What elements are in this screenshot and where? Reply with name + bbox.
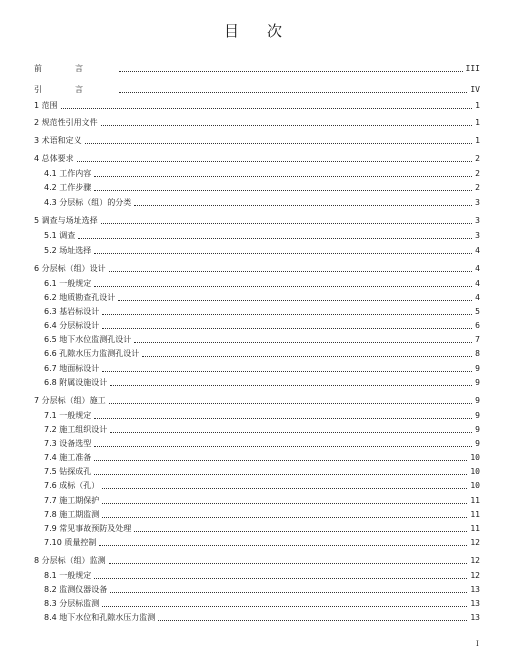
toc-entry-page: 10 — [470, 453, 480, 462]
dot-leader — [61, 100, 473, 109]
toc-entry-page: 12 — [470, 538, 480, 547]
dot-leader — [119, 84, 467, 93]
dot-leader — [78, 230, 472, 239]
toc-entry[interactable] — [34, 494, 480, 506]
dot-leader — [142, 348, 472, 357]
dot-leader — [118, 292, 472, 301]
dot-leader — [110, 584, 467, 593]
dot-leader — [94, 410, 472, 419]
dot-leader — [94, 570, 467, 579]
toc-entry[interactable] — [34, 196, 480, 208]
toc-entry-label: 7.2 施工组织设计 — [44, 425, 108, 434]
toc-entry[interactable] — [34, 333, 480, 345]
page-title: 目次 — [223, 22, 310, 40]
toc-entry-page: 9 — [475, 364, 480, 373]
toc-entry[interactable] — [34, 214, 480, 226]
toc-entry-label: 7.1 一般规定 — [44, 411, 92, 420]
toc-entry-label: 3 术语和定义 — [34, 136, 82, 145]
toc-entry-label: 前言 — [34, 64, 116, 73]
toc-entry-label: 6 分层标（组）设计 — [34, 264, 106, 273]
toc-entry[interactable] — [34, 83, 480, 95]
toc-entry[interactable] — [34, 583, 480, 595]
toc-entry-label: 6.1 一般规定 — [44, 279, 92, 288]
toc-entry-page: 4 — [475, 246, 480, 255]
toc-entry-page: 9 — [475, 439, 480, 448]
toc-entry-page: 5 — [475, 307, 480, 316]
toc-entry-page: IV — [470, 85, 480, 94]
toc-entry-page: 11 — [470, 524, 480, 533]
dot-leader — [134, 523, 467, 532]
toc-entry-page: 4 — [475, 279, 480, 288]
dot-leader — [94, 466, 467, 475]
dot-leader — [134, 334, 472, 343]
dot-leader — [85, 135, 473, 144]
toc-entry-label: 7.10 质量控制 — [44, 538, 97, 547]
toc-entry[interactable] — [34, 99, 480, 111]
toc-entry-label: 8.4 地下水位和孔隙水压力监测 — [44, 613, 156, 622]
toc-entry-page: 10 — [470, 467, 480, 476]
toc-entry-page: 9 — [475, 411, 480, 420]
dot-leader — [101, 215, 473, 224]
toc-entry-label: 7.3 设备选型 — [44, 439, 92, 448]
toc-entry-page: 9 — [475, 425, 480, 434]
toc-entry-label: 7.5 钻探成孔 — [44, 467, 92, 476]
toc-entry-page: 10 — [470, 481, 480, 490]
toc-entry-label: 6.6 孔隙水压力监测孔设计 — [44, 349, 140, 358]
toc-entry[interactable] — [34, 394, 480, 406]
toc-entry-page: 13 — [470, 585, 480, 594]
dot-leader — [94, 438, 472, 447]
toc-entry[interactable] — [34, 611, 480, 623]
toc-entry[interactable] — [34, 522, 480, 534]
toc-entry-label: 5.1 调查 — [44, 231, 76, 240]
toc-entry-page: 3 — [475, 216, 480, 225]
dot-leader — [102, 509, 467, 518]
dot-leader — [94, 182, 472, 191]
toc-entry-label: 7.6 成标（孔） — [44, 481, 100, 490]
dot-leader — [94, 245, 472, 254]
toc-entry-page: 2 — [475, 154, 480, 163]
toc-entry-page: 11 — [470, 496, 480, 505]
toc-entry-page: 11 — [470, 510, 480, 519]
toc-entry[interactable] — [34, 347, 480, 359]
toc-entry[interactable] — [34, 479, 480, 491]
toc-entry-label: 1 范围 — [34, 101, 58, 110]
toc-entry[interactable] — [34, 437, 480, 449]
toc-entry-page: 1 — [475, 101, 480, 110]
toc-entry-page: 12 — [470, 556, 480, 565]
toc-entry-page: 1 — [475, 118, 480, 127]
toc-entry-page: 3 — [475, 231, 480, 240]
toc-entry[interactable] — [34, 362, 480, 374]
dot-leader — [158, 612, 467, 621]
toc-entry-label: 6.8 附属设施设计 — [44, 378, 108, 387]
toc-entry-page: 4 — [475, 293, 480, 302]
dot-leader — [77, 153, 473, 162]
toc-entry-label: 6.7 地面标设计 — [44, 364, 100, 373]
dot-leader — [102, 363, 472, 372]
dot-leader — [109, 263, 473, 272]
toc-entry[interactable] — [34, 536, 480, 548]
toc-entry[interactable] — [34, 181, 480, 193]
toc-entry-label: 8.1 一般规定 — [44, 571, 92, 580]
dot-leader — [102, 598, 467, 607]
toc-entry-page: 4 — [475, 264, 480, 273]
toc-entry[interactable] — [34, 376, 480, 388]
page-number: I — [476, 640, 479, 648]
dot-leader — [109, 555, 468, 564]
dot-leader — [94, 452, 467, 461]
toc-entry-page: 8 — [475, 349, 480, 358]
toc-entry[interactable] — [34, 569, 480, 581]
toc-entry-page: 2 — [475, 169, 480, 178]
toc-entry[interactable] — [34, 244, 480, 256]
dot-leader — [102, 306, 472, 315]
toc-entry[interactable] — [34, 409, 480, 421]
toc-entry-page: 1 — [475, 136, 480, 145]
toc-entry[interactable] — [34, 305, 480, 317]
toc-entry[interactable] — [34, 62, 480, 74]
toc-entry-label: 5.2 场址选择 — [44, 246, 92, 255]
dot-leader — [101, 117, 473, 126]
toc-entry-page: 13 — [470, 613, 480, 622]
dot-leader — [110, 377, 472, 386]
toc-entry-label: 2 规范性引用文件 — [34, 118, 98, 127]
dot-leader — [110, 424, 472, 433]
toc-entry-label: 4.3 分层标（组）的分类 — [44, 198, 132, 207]
toc-entry-page: 9 — [475, 396, 480, 405]
toc-entry[interactable] — [34, 167, 480, 179]
toc-entry-page: III — [465, 64, 480, 73]
toc-entry[interactable] — [34, 554, 480, 566]
dot-leader — [134, 197, 472, 206]
toc-entry-page: 9 — [475, 378, 480, 387]
toc-entry-label: 7.4 施工准备 — [44, 453, 92, 462]
toc-entry[interactable] — [34, 465, 480, 477]
dot-leader — [102, 495, 467, 504]
dot-leader — [102, 480, 467, 489]
dot-leader — [94, 278, 472, 287]
toc-entry-label: 7 分层标（组）施工 — [34, 396, 106, 405]
dot-leader — [119, 63, 463, 72]
toc-entry-label: 7.9 常见事故预防及处理 — [44, 524, 132, 533]
toc-entry-label: 7.8 施工期监测 — [44, 510, 100, 519]
toc-entry[interactable] — [34, 229, 480, 241]
toc-entry[interactable] — [34, 134, 480, 146]
toc-entry[interactable] — [34, 262, 480, 274]
toc-entry-label: 8.2 监测仪器设备 — [44, 585, 108, 594]
toc-entry[interactable] — [34, 152, 480, 164]
toc-entry-label: 4.1 工作内容 — [44, 169, 92, 178]
toc-entry-label: 6.3 基岩标设计 — [44, 307, 100, 316]
toc-entry-label: 4.2 工作步骤 — [44, 183, 92, 192]
toc-entry[interactable] — [34, 508, 480, 520]
toc-entry-page: 3 — [475, 198, 480, 207]
toc-entry-label: 7.7 施工期保护 — [44, 496, 100, 505]
toc-entry-label: 引言 — [34, 85, 116, 94]
toc-entry-label: 8 分层标（组）监测 — [34, 556, 106, 565]
toc-entry-label: 6.4 分层标设计 — [44, 321, 100, 330]
toc-entry-label: 4 总体要求 — [34, 154, 74, 163]
toc-entry[interactable] — [34, 423, 480, 435]
toc-entry[interactable] — [34, 451, 480, 463]
toc-entry-label: 6.2 地质勘查孔设计 — [44, 293, 116, 302]
dot-leader — [99, 537, 467, 546]
toc-entry[interactable] — [34, 116, 480, 128]
toc-entry-page: 13 — [470, 599, 480, 608]
toc-entry-page: 6 — [475, 321, 480, 330]
toc-entry-page: 2 — [475, 183, 480, 192]
toc-entry-page: 12 — [470, 571, 480, 580]
toc-entry-page: 7 — [475, 335, 480, 344]
toc-entry[interactable] — [34, 277, 480, 289]
toc-entry[interactable] — [34, 597, 480, 609]
toc-entry-label: 8.3 分层标监测 — [44, 599, 100, 608]
toc-entry[interactable] — [34, 291, 480, 303]
toc-entry-label: 6.5 地下水位监测孔设计 — [44, 335, 132, 344]
toc-entry-label: 5 调查与场址选择 — [34, 216, 98, 225]
toc-entry[interactable] — [34, 319, 480, 331]
dot-leader — [109, 395, 473, 404]
dot-leader — [94, 168, 472, 177]
dot-leader — [102, 320, 472, 329]
